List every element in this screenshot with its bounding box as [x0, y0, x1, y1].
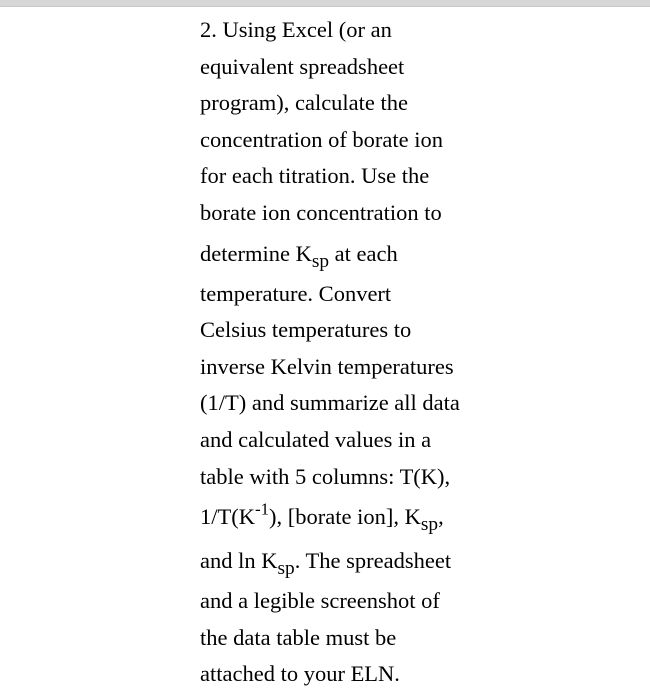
text-line-10: inverse Kelvin temperatures	[200, 353, 454, 379]
ln-ksp-subscript: sp	[277, 557, 295, 579]
ksp-subscript: sp	[311, 250, 330, 272]
ksp-line-after: at each	[329, 240, 398, 266]
text-line-4: concentration of borate ion	[200, 126, 444, 152]
text-line-8: temperature. Convert	[200, 280, 392, 306]
assignment-paragraph	[200, 12, 530, 693]
ln-line-before: and ln K	[200, 548, 278, 574]
text-line-6: borate ion concentration to	[200, 199, 442, 225]
text-line-17: and a legible screenshot of	[200, 588, 440, 614]
text-line-19: attached to your ELN.	[200, 661, 400, 687]
text-line-12: and calculated values in a	[200, 426, 432, 452]
text-line-2: equivalent spreadsheet	[200, 53, 405, 79]
top-divider	[0, 0, 650, 7]
text-line-ksp	[200, 232, 530, 276]
text-line-5: for each titration. Use the	[200, 163, 430, 189]
columns-line-middle: ), [borate ion], K	[269, 504, 421, 530]
text-line-columns	[200, 495, 530, 539]
text-line-3: program), calculate the	[200, 90, 409, 116]
inverse-kelvin-superscript: -1	[255, 499, 270, 519]
ln-line-after: . The spreadsheet	[294, 548, 452, 574]
text-line-18: the data table must be	[200, 624, 397, 650]
text-line-1: 2. Using Excel (or an	[200, 17, 392, 42]
columns-line-before: 1/T(K	[200, 504, 255, 530]
columns-line-after: ,	[438, 504, 444, 530]
text-line-ln	[200, 539, 530, 583]
text-line-13: table with 5 columns: T(K),	[200, 463, 451, 489]
text-line-9: Celsius temperatures to	[200, 317, 412, 343]
text-line-11: (1/T) and summarize all data	[200, 390, 460, 416]
columns-ksp-subscript: sp	[420, 513, 439, 535]
ksp-line-before: determine K	[200, 240, 312, 266]
